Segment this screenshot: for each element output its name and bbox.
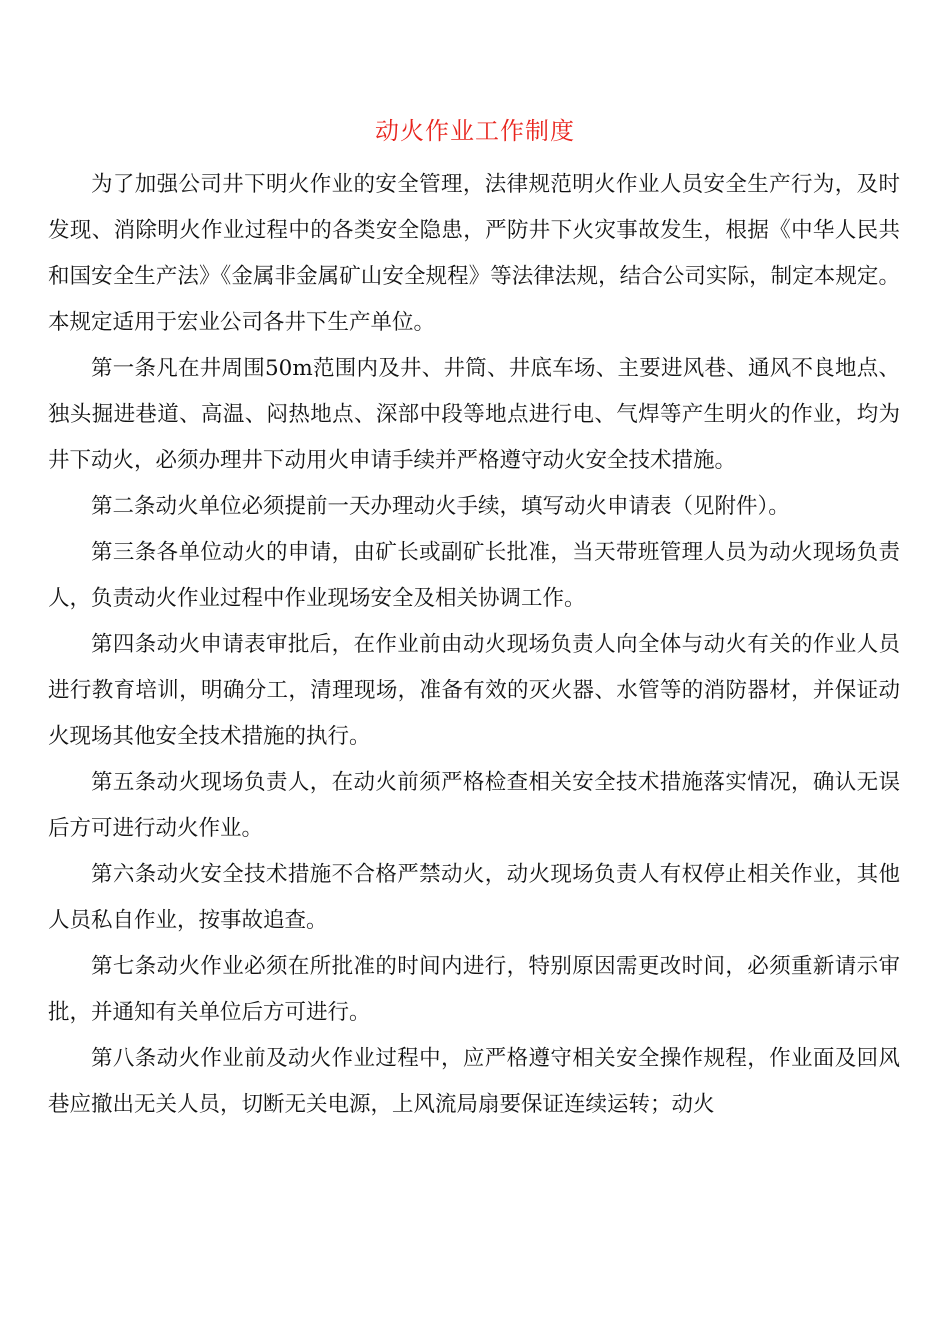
- paragraph-intro: 为了加强公司井下明火作业的安全管理，法律规范明火作业人员安全生产行为，及时发现、消除明火作业过程中的各类安全隐患，严防井下火灾事故发生，根据《中华人民共和国安全生产法》《金属非金属矿山安全规程》等法律法规，结合公司实际，制定本规定。本规定适用于宏业公司各井下生产单位。: [48, 172, 900, 335]
- document-body: [48, 162, 900, 1128]
- paragraph-article-2: 第二条动火单位必须提前一天办理动火手续，填写动火申请表（见附件）。: [91, 494, 790, 519]
- paragraph-article-1: 第一条凡在井周围50m范围内及井、井筒、井底车场、主要进风巷、通风不良地点、独头掘进巷道、高温、闷热地点、深部中段等地点进行电、气焊等产生明火的作业，均为井下动火，必须办理井下动用火申请手续并严格遵守动火安全技术措施。: [48, 356, 900, 473]
- paragraph-article-6: 第六条动火安全技术措施不合格严禁动火，动火现场负责人有权停止相关作业，其他人员私自作业，按事故追查。: [48, 862, 900, 933]
- paragraph-article-4: 第四条动火申请表审批后，在作业前由动火现场负责人向全体与动火有关的作业人员进行教育培训，明确分工，清理现场，准备有效的灭火器、水管等的消防器材，并保证动火现场其他安全技术措施的执行。: [48, 632, 900, 749]
- document-title: 动火作业工作制度: [375, 117, 575, 145]
- paragraph-article-7: 第七条动火作业必须在所批准的时间内进行，特别原因需更改时间，必须重新请示审批，并通知有关单位后方可进行。: [48, 954, 900, 1025]
- paragraph-article-5: 第五条动火现场负责人，在动火前须严格检查相关安全技术措施落实情况，确认无误后方可进行动火作业。: [48, 770, 900, 841]
- paragraph-article-3: 第三条各单位动火的申请，由矿长或副矿长批准，当天带班管理人员为动火现场负责人，负责动火作业过程中作业现场安全及相关协调工作。: [48, 540, 900, 611]
- paragraph-article-8: 第八条动火作业前及动火作业过程中，应严格遵守相关安全操作规程，作业面及回风巷应撤出无关人员，切断无关电源，上风流局扇要保证连续运转；动火: [48, 1046, 900, 1117]
